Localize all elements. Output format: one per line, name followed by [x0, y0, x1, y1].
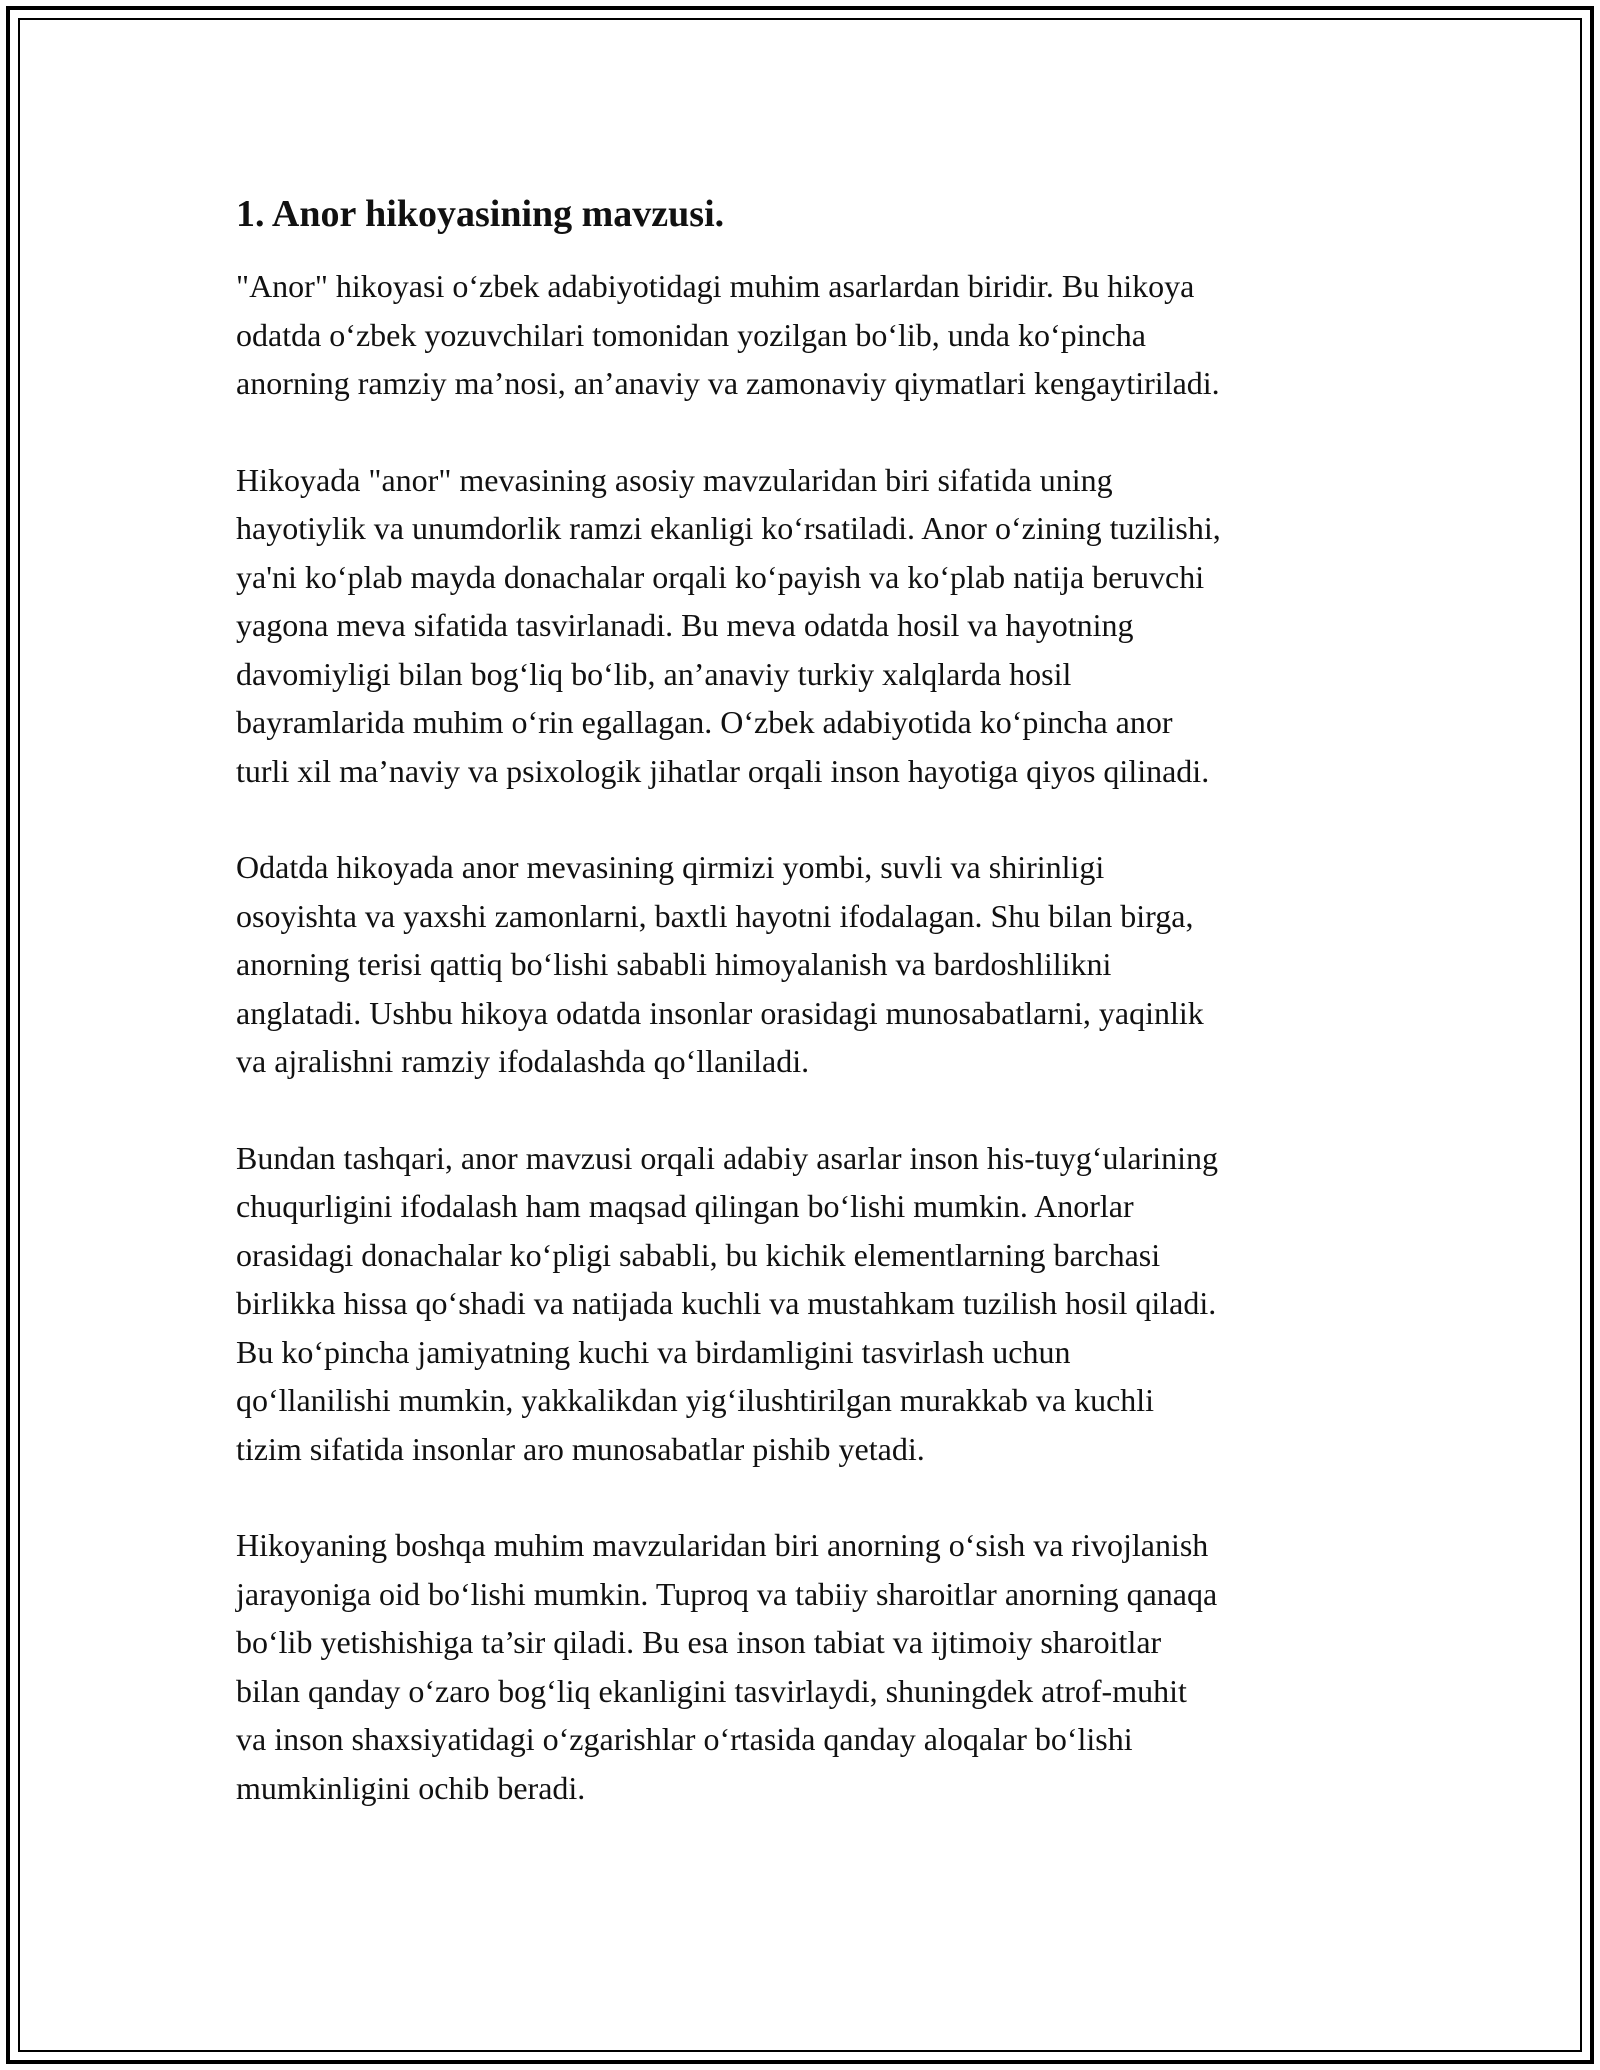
text-line: Bundan tashqari, anor mavzusi orqali adabiy asarlar inson his-tuyg‘ularining	[236, 1139, 1218, 1176]
text-line: yagona meva sifatida tasvirlanadi. Bu meva odatda hosil va hayotning	[236, 607, 1134, 643]
paragraph-5	[236, 1521, 1366, 1812]
text-line: birlikka hissa qo‘shadi va natijada kuchli va mustahkam tuzilish hosil qiladi.	[236, 1285, 1217, 1321]
text-line: qo‘llanilishi mumkin, yakkalikdan yig‘ilushtirilgan murakkab va kuchli	[236, 1382, 1155, 1418]
text-line: Hikoyada "anor" mevasining asosiy mavzularidan biri sifatida uning	[236, 461, 1113, 498]
text-line: anglatadi. Ushbu hikoya odatda insonlar orasidagi munosabatlarni, yaqinlik	[236, 994, 1204, 1031]
text-line: anorning terisi qattiq bo‘lishi sababli himoyalanish va bardoshlilikni	[236, 946, 1112, 982]
text-line: bayramlarida muhim o‘rin egallagan. O‘zbek adabiyotida ko‘pincha anor	[236, 704, 1173, 740]
paragraph-1	[236, 262, 1366, 408]
text-line: "Anor" hikoyasi o‘zbek adabiyotidagi muhim asarlardan biridir. Bu hikoya	[236, 268, 1195, 304]
document-body	[236, 186, 1366, 1812]
text-line: va inson shaxsiyatidagi o‘zgarishlar o‘rtasida qanday aloqalar bo‘lishi	[236, 1721, 1133, 1757]
text-line: bo‘lib yetishishiga ta’sir qiladi. Bu esa inson tabiat va ijtimoiy sharoitlar	[236, 1624, 1162, 1660]
paragraph-4	[236, 1134, 1366, 1474]
section-heading: 1. Anor hikoyasining mavzusi.	[236, 193, 725, 235]
text-line: hayotiylik va unumdorlik ramzi ekanligi ko‘rsatiladi. Anor o‘zining tuzilishi,	[236, 510, 1221, 546]
paragraph-2	[236, 456, 1366, 796]
text-line: Hikoyaning boshqa muhim mavzularidan biri anorning o‘sish va rivojlanish	[236, 1527, 1209, 1563]
text-line: anorning ramziy ma’nosi, an’anaviy va zamonaviy qiymatlari kengaytiriladi.	[236, 365, 1220, 401]
text-line: Odatda hikoyada anor mevasining qirmizi yombi, suvli va shirinligi	[236, 849, 1105, 885]
text-line: osoyishta va yaxshi zamonlarni, baxtli hayotni ifodalagan. Shu bilan birga,	[236, 897, 1194, 934]
text-line: va ajralishni ramziy ifodalashda qo‘llaniladi.	[236, 1043, 810, 1079]
paragraph-3	[236, 843, 1366, 1086]
text-line: odatda o‘zbek yozuvchilari tomonidan yozilgan bo‘lib, unda ko‘pincha	[236, 316, 1146, 353]
text-line: davomiyligi bilan bog‘liq bo‘lib, an’anaviy turkiy xalqlarda hosil	[236, 655, 1072, 692]
text-line: jarayoniga oid bo‘lishi mumkin. Tuproq va tabiiy sharoitlar anorning qanaqa	[236, 1575, 1218, 1612]
text-line: orasidagi donachalar ko‘pligi sababli, bu kichik elementlarning barchasi	[236, 1236, 1161, 1273]
text-line: turli xil ma’naviy va psixologik jihatlar orqali inson hayotiga qiyos qilinadi.	[236, 752, 1210, 789]
text-line: bilan qanday o‘zaro bog‘liq ekanligini tasvirlaydi, shuningdek atrof-muhit	[236, 1672, 1187, 1709]
text-line: ya'ni ko‘plab mayda donachalar orqali ko‘payish va ko‘plab natija beruvchi	[236, 558, 1205, 595]
text-line: mumkinligini ochib beradi.	[236, 1769, 586, 1806]
text-line: chuqurligini ifodalash ham maqsad qilingan bo‘lishi mumkin. Anorlar	[236, 1188, 1134, 1224]
text-line: tizim sifatida insonlar aro munosabatlar pishib yetadi.	[236, 1430, 925, 1467]
text-line: Bu ko‘pincha jamiyatning kuchi va birdamligini tasvirlash uchun	[236, 1333, 1071, 1370]
